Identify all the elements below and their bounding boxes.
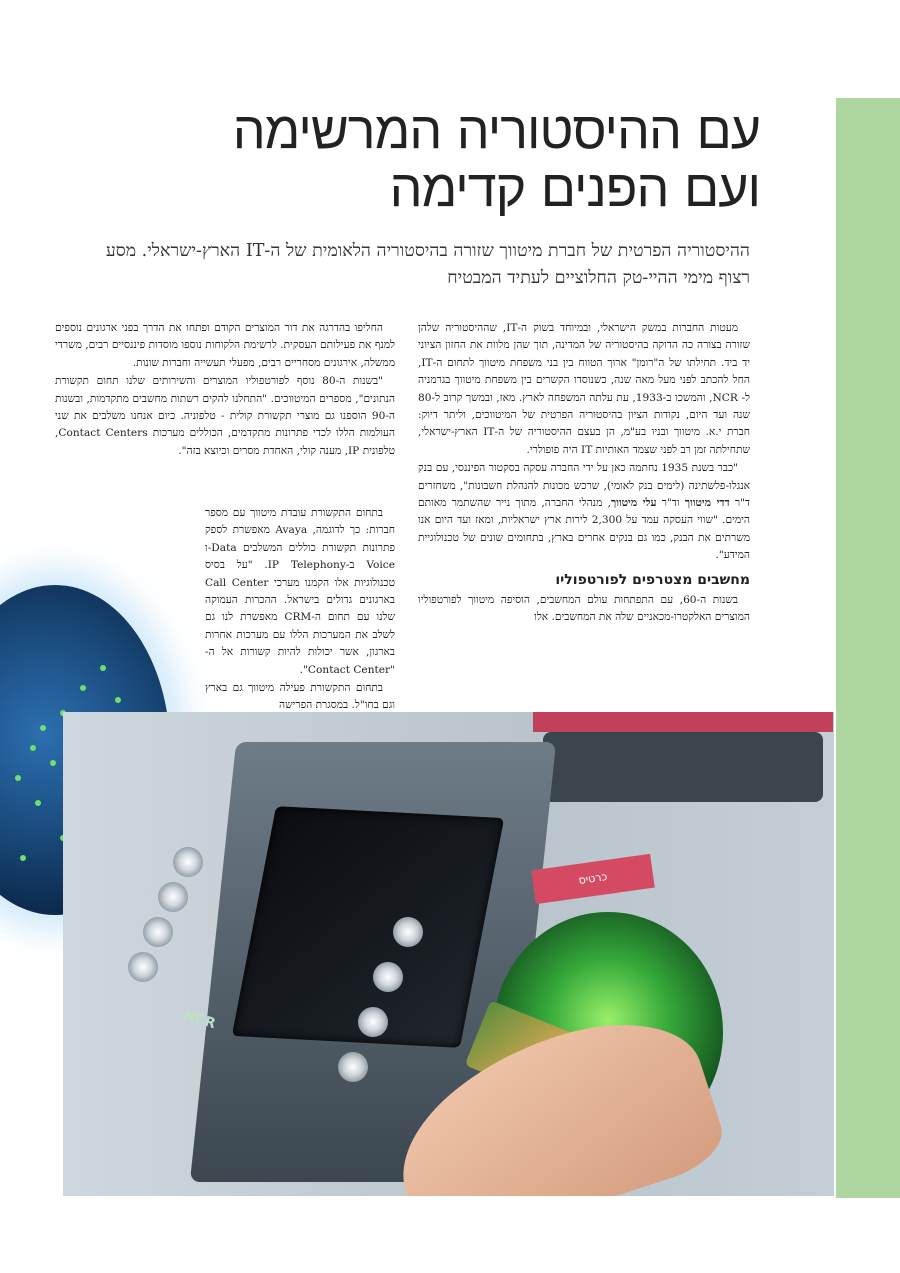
atm-side-key (393, 917, 423, 947)
person-name: דדי מיטווך (684, 497, 730, 510)
location-dot (20, 855, 26, 861)
atm-side-key (358, 1007, 388, 1037)
atm-red-strip (533, 712, 833, 732)
person-name: עלי מיטווך (611, 497, 657, 510)
text-column-left (55, 320, 395, 461)
card-slot-sign: כרטיס (531, 854, 655, 904)
paragraph: בתחום התקשורת עובדת מיטווך עם מספר חברות: כך לדוגמה, Avaya מאפשרת לספק פתרונות תקשורת כוללים המשלבים Data-ו Voice ב-IP Telephony. "על בסיס טכנולוגיות אלו הקמנו מערכי Call Center בארגונים גדולים בישראל. ההכרות העמוקה שלנו עם תחום ה-CRM מאפשרת לנו גם לשלב את המערכות הללו עם מערכות אחרות בארגון, אשר יכולות להיות קשורות אל ה-"Contact Center". (205, 507, 395, 676)
location-dot (40, 725, 46, 731)
page-footer (0, 1212, 900, 1242)
atm-cash-slot (543, 732, 823, 802)
paragraph-text: וד"ר (656, 497, 685, 510)
title-line-1: עם ההיסטוריה המרשימה (232, 101, 760, 161)
paragraph: מעטות החברות במשק הישראלי, ובמיוחד בשוק ה-IT, שההיסטוריה שלהן שזורה בצורה כה הדוקה בהיסטוריה של המדינה, תוך שהן מלוות את החזון הציוני יד ביד. תחילתו של ה"רומן" ארוך הטווח בין בני משפחת מיטווך לתחום ה-IT, החל להכתב לפני מעל מאה שנה, כשנוסדו הקשרים בין משפחת מיטווך בגרמניה ל- NCR, והמשכו ב-1933, עת עלתה המשפחה לארץ. מאז, ובמשך קרוב ל-80 שנה ועד היום, נקודות הציון בהיסטוריה הפרטית של המיטווכים, וליתר דיוק: חברת י.א. מיטווך ובניו בע"מ, הן בעצם ההיסטוריה של ה-IT הארץ-ישראלי, שתחילתה זמן רב לפני שצמד האותיות IT היה פופולרי. (418, 322, 751, 456)
location-dot (115, 697, 121, 703)
location-dot (50, 760, 56, 766)
location-dot (35, 800, 41, 806)
article-title (190, 102, 760, 218)
atm-side-key (373, 962, 403, 992)
location-dot (15, 775, 21, 781)
section-heading: מחשבים מצטרפים לפורטפוליו (555, 571, 750, 588)
paragraph: בתחום התקשורת פעילה מיטווך גם בארץ וגם בחו"ל. במסגרת הפרישה (205, 682, 395, 712)
text-column-left-narrow (205, 505, 395, 716)
text-column-right (418, 320, 750, 628)
paragraph-text: , מנהלי החברה, מתוך נייר שהשתמר מאותם הימים. "שווי העסקה עמד על 2,300 לירות ארץ ישראליות, ומאז ועד היום אנו משרתים את הבנק, כמו גם בנקים אחרים בארץ, בתחומים שונים של טכנולוגיית המידע". (418, 497, 751, 562)
title-line-2: ועם הפנים קדימה (389, 159, 760, 219)
paragraph-text: "כבר בשנת 1935 נחתמה כאן על ידי החברה עסקה בסקטור הפיננסי, עם בנק אנגלו-פלשתינה (לימים בנק לאומי), שרכש מכונות להנהלת חשבונות", משחזרים ד"ר (418, 462, 750, 510)
location-dot (30, 745, 36, 751)
atm-side-key (173, 847, 203, 877)
atm-side-key (338, 1052, 368, 1082)
section-color-tab (836, 98, 900, 1198)
atm-side-key (158, 882, 188, 912)
atm-photo (63, 712, 834, 1196)
paragraph: "בשנות ה-80 נוסף לפורטפוליו המוצרים והשירותים שלנו תחום תקשורת הנתונים", מספרים המיטווכים. "התחלנו להקים רשתות מחשבים מתקדמות, ובשנות ה-90 הוספנו גם מוצרי תקשורת קולית - טלפוניה. כיום אנחנו משלבים את שני העולמות הללו לכדי פתרונות מתקדמים, הכוללים מערכות Contact Centers, טלפונית IP, מענה קולי, האחדת מסרים וכיוצא בזה". (55, 375, 395, 457)
atm-side-key (143, 917, 173, 947)
paragraph: בשנות ה-60, עם התפתחות עולם המחשבים, הוסיפה מיטווך לפורטפוליו המוצרים האלקטרו-מכאניים שלה את המחשבים. אלו (418, 593, 750, 624)
location-dot (80, 685, 86, 691)
paragraph: החליפו בהדרגה את דור המוצרים הקודם ופתחו את הדרך בפני ארגונים נוספים למנף את פעילותם העסקית. לרשימת הלקוחות נוספו מוסדות פיננסיים רבים, משרדי ממשלה, אירגונים מסחריים רבים, מפעלי תעשייה וחברות שונות. (55, 322, 395, 369)
location-dot (100, 665, 106, 671)
atm-side-key (128, 952, 158, 982)
paragraph (418, 460, 750, 564)
article-subtitle: ההיסטוריה הפרטית של חברת מיטווך שזורה בהיסטוריה הלאומית של ה-IT הארץ-ישראלי. מסע רצוף מימי ההיי-טק החלוציים לעתיד המבטיח (105, 241, 750, 288)
atm-brand-logo: NCR (181, 1007, 218, 1033)
